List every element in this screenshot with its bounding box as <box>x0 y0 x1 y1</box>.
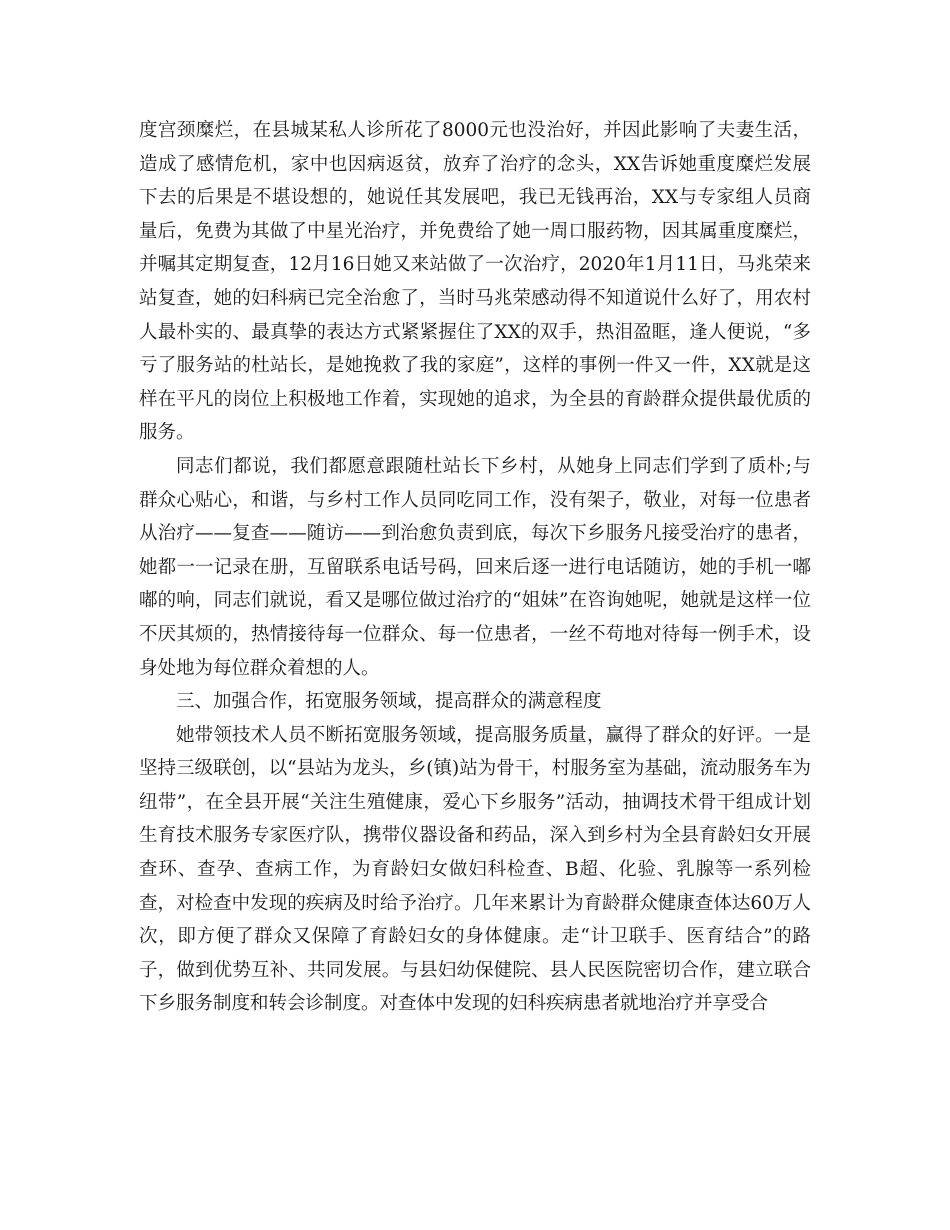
paragraph-service-expansion: 她带领技术人员不断拓宽服务领域，提高服务质量，赢得了群众的好评。一是坚持三级联创，以“县站为龙头，乡(镇)站为骨干，村服务室为基础，流动服务车为纽带”，在全县开展“关注生殖健康，爱心下乡服务”活动，抽调技术骨干组成计划生育技术服务专家医疗队，携带仪器设备和药品，深入到乡村为全县育龄妇女开展查环、查孕、查病工作，为育龄妇女做妇科检查、B超、化验、乳腺等一系列检查，对检查中发现的疾病及时给予治疗。几年来累计为育龄群众健康查体达60万人次，即方便了群众又保障了育龄妇女的身体健康。走“计卫联手、医育结合”的路子，做到优势互补、共同发展。与县妇幼保健院、县人民医院密切合作，建立联合下乡服务制度和转会诊制度。对查体中发现的妇科疾病患者就地治疗并享受合 <box>139 724 811 1015</box>
paragraph-colleague-comments: 同志们都说，我们都愿意跟随杜站长下乡村，从她身上同志们学到了质朴;与群众心贴心，和谐，与乡村工作人员同吃同工作，没有架子，敬业，对每一位患者从治疗——复查——随访——到治愈负责到底，每次下乡服务凡接受治疗的患者，她都一一记录在册，互留联系电话号码，回来后逐一进行电话随访，她的手机一嘟嘟的响，同志们就说，看又是哪位做过治疗的“姐妹”在咨询她呢，她就是这样一位不厌其烦的，热情接待每一位群众、每一位患者，一丝不苟地对待每一例手术，设身处地为每位群众着想的人。 <box>139 455 811 679</box>
section-heading: 三、加强合作，拓宽服务领域，提高群众的满意程度 <box>176 691 602 713</box>
paragraph-case-story: 度宫颈糜烂，在县城某私人诊所花了8000元也没治好，并因此影响了夫妻生活，造成了感情危机，家中也因病返贫，放弃了治疗的念头，XX告诉她重度糜烂发展下去的后果是不堪设想的，她说任其发展吧，我已无钱再治，XX与专家组人员商量后，免费为其做了中星光治疗，并免费给了她一周口服药物，因其属重度糜烂，并嘱其定期复查，12月16日她又来站做了一次治疗，2020年1月11日，马兆荣来站复查，她的妇科病已完全治愈了，当时马兆荣感动得不知道说什么好了，用农村人最朴实的、最真挚的表达方式紧紧握住了XX的双手，热泪盈眶，逢人便说，“多亏了服务站的杜站长，是她挽救了我的家庭”，这样的事例一件又一件，XX就是这样在平凡的岗位上积极地工作着，实现她的追求，为全县的育龄群众提供最优质的服务。 <box>139 120 811 444</box>
document-body <box>139 114 811 1021</box>
